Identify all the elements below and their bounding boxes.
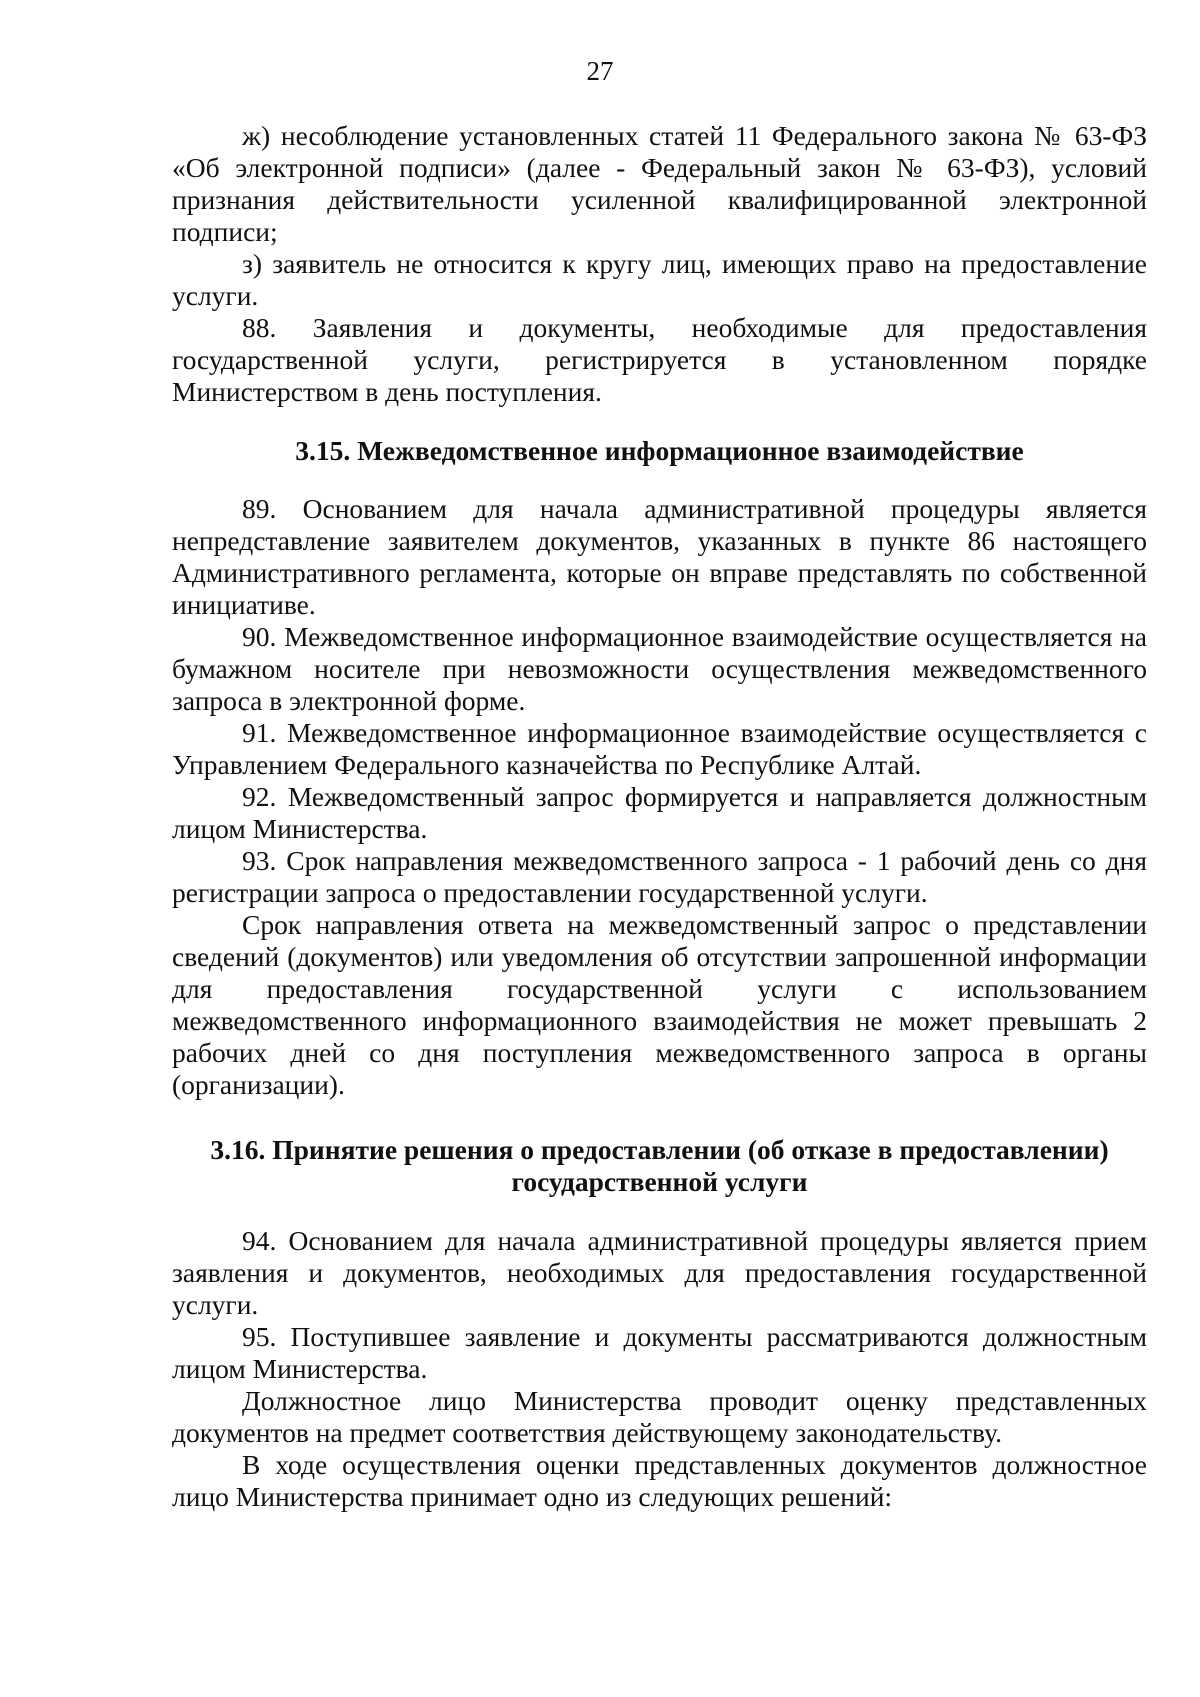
- paragraph-93: 93. Срок направления межведомственного запроса - 1 рабочий день со дня регистрации запроса о предоставлении государственной услуги.: [172, 845, 1147, 908]
- paragraph-88: 88. Заявления и документы, необходимые для предоставления государственной услуги, регистрируется в установленном порядке Министерством в день поступления.: [172, 312, 1147, 407]
- paragraph-92: 92. Межведомственный запрос формируется и направляется должностным лицом Министерства.: [172, 781, 1147, 844]
- section-heading-3-16: 3.16. Принятие решения о предоставлении (об отказе в предоставлении) государственной услуги: [210, 1134, 1109, 1197]
- paragraph-zh: ж) несоблюдение установленных статей 11 Федерального закона № 63-ФЗ «Об электронной подписи» (далее - Федеральный закон № 63-ФЗ), условий признания действительности усиленной квалифицированной электронной подписи;: [172, 120, 1147, 247]
- paragraph-89: 89. Основанием для начала административной процедуры является непредставление заявителем документов, указанных в пункте 86 настоящего Административного регламента, которые он вправе представлять по собственной инициативе.: [172, 493, 1147, 620]
- paragraph-95: 95. Поступившее заявление и документы рассматриваются должностным лицом Министерства.: [172, 1321, 1147, 1384]
- paragraph-decision: В ходе осуществления оценки представленных документов должностное лицо Министерства принимает одно из следующих решений:: [172, 1449, 1147, 1512]
- page-number: 27: [586, 56, 614, 86]
- paragraph-91: 91. Межведомственное информационное взаимодействие осуществляется с Управлением Федерального казначейства по Республике Алтай.: [172, 717, 1147, 780]
- paragraph-90: 90. Межведомственное информационное взаимодействие осуществляется на бумажном носителе при невозможности осуществления межведомственного запроса в электронной форме.: [172, 621, 1147, 716]
- paragraph-assessment: Должностное лицо Министерства проводит оценку представленных документов на предмет соответствия действующему законодательству.: [172, 1385, 1147, 1448]
- document-body: [172, 120, 1147, 1513]
- paragraph-94: 94. Основанием для начала административной процедуры является прием заявления и документов, необходимых для предоставления государственной услуги.: [172, 1225, 1147, 1320]
- paragraph-z: з) заявитель не относится к кругу лиц, имеющих право на предоставление услуги.: [172, 248, 1147, 311]
- paragraph-response-deadline: Срок направления ответа на межведомственный запрос о представлении сведений (документов) или уведомления об отсутствии запрошенной информации для предоставления государственной услуги с использованием межведомственного информационного взаимодействия не может превышать 2 рабочих дней со дня поступления межведомственного запроса в органы (организации).: [172, 909, 1147, 1100]
- section-heading-3-15: 3.15. Межведомственное информационное взаимодействие: [295, 435, 1024, 466]
